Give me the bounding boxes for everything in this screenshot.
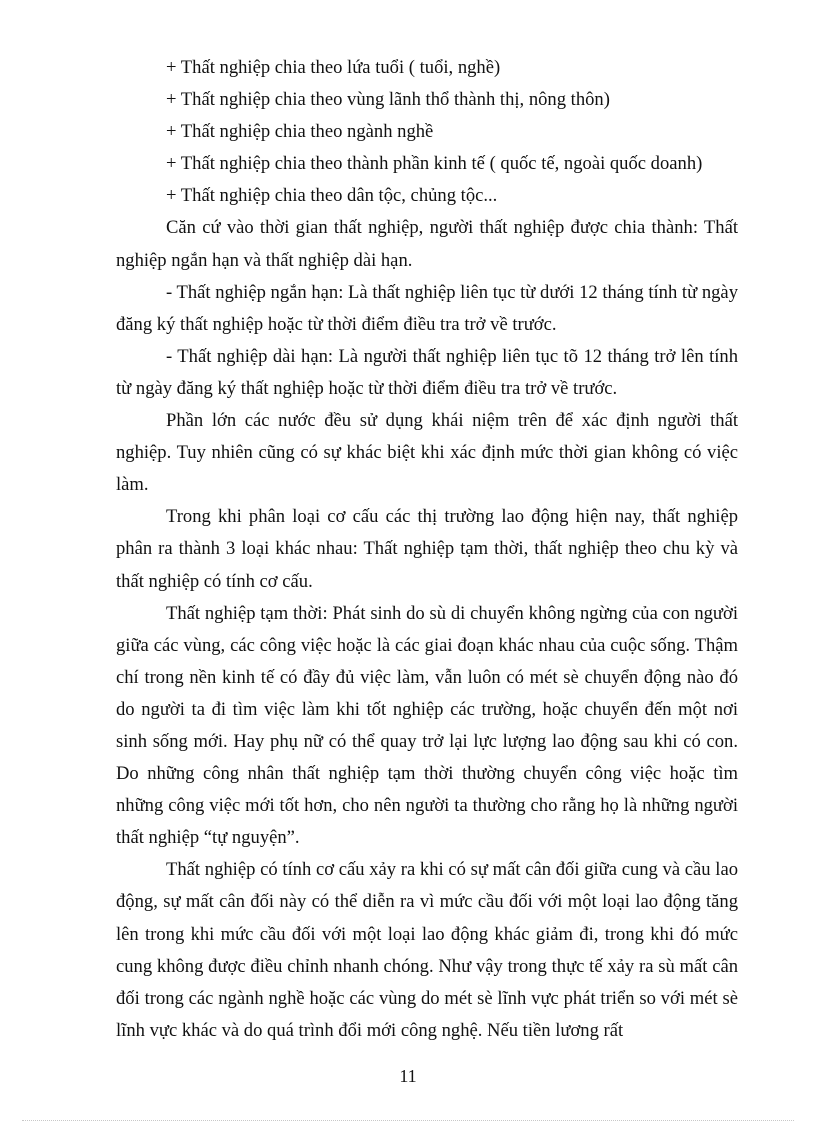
paragraph-frictional: Thất nghiệp tạm thời: Phát sinh do sù di chuyển không ngừng của con người giữa các vùng, các công việc hoặc là các giai đoạn khác nhau của cuộc sống. Thậm chí trong nền kinh tế có đầy đủ việc làm, vẫn luôn có mét sè chuyển động nào đó do người ta đi tìm việc làm khi tốt nghiệp các trường, hoặc chuyển đến một nơi sinh sống mới. Hay phụ nữ có thể quay trở lại lực lượng lao động sau khi có con. Do những công nhân thất nghiệp tạm thời thường chuyển công việc hoặc tìm những công việc mới tốt hơn, cho nên người ta thường cho rằng họ là những người thất nghiệp “tự nguyện”.: [116, 602, 738, 849]
bullet-profession: + Thất nghiệp chia theo ngành nghề: [166, 121, 434, 143]
paragraph-long-term: - Thất nghiệp dài hạn: Là người thất nghiệp liên tục tõ 12 tháng trở lên tính từ ngày đăng ký thất nghiệp hoặc từ thời điểm điều tra trở về trước.: [116, 345, 738, 399]
body-text: [116, 52, 738, 1047]
bullet-economic-sector: + Thất nghiệp chia theo thành phần kinh tế ( quốc tế, ngoài quốc doanh): [166, 153, 703, 175]
bullet-age: + Thất nghiệp chia theo lứa tuổi ( tuổi, nghề): [166, 57, 501, 78]
footer-divider: [22, 1120, 794, 1121]
paragraph-short-term: - Thất nghiệp ngắn hạn: Là thất nghiệp liên tục từ dưới 12 tháng tính từ ngày đăng ký thất nghiệp hoặc từ thời điểm điều tra trở về trước.: [116, 281, 738, 335]
bullet-ethnicity: + Thất nghiệp chia theo dân tộc, chủng tộc...: [166, 185, 498, 207]
paragraph-duration-classification: Căn cứ vào thời gian thất nghiệp, người thất nghiệp được chia thành: Thất nghiệp ngắn hạn và thất nghiệp dài hạn.: [116, 217, 738, 271]
paragraph-countries-concept: Phần lớn các nước đều sử dụng khái niệm trên để xác định người thất nghiệp. Tuy nhiên cũng có sự khác biệt khi xác định mức thời gian không có việc làm.: [116, 410, 738, 496]
paragraph-three-types: Trong khi phân loại cơ cấu các thị trường lao động hiện nay, thất nghiệp phân ra thành 3 loại khác nhau: Thất nghiệp tạm thời, thất nghiệp theo chu kỳ và thất nghiệp có tính cơ cấu.: [116, 506, 738, 592]
paragraph-structural: Thất nghiệp có tính cơ cấu xảy ra khi có sự mất cân đối giữa cung và cầu lao động, sự mất cân đối này có thể diễn ra vì mức cầu đối với một loại lao động tăng lên trong khi mức cầu đối với một loại lao động khác giảm đi, trong khi đó mức cung không được điều chỉnh nhanh chóng. Như vậy trong thực tế xảy ra sù mất cân đối trong các ngành nghề hoặc các vùng do mét sè lĩnh vực phát triển so với mét sè lĩnh vực khác và do quá trình đổi mới công nghệ. Nếu tiền lương rất: [116, 859, 738, 1041]
page-number: 11: [399, 1066, 417, 1086]
bullet-region: + Thất nghiệp chia theo vùng lãnh thổ thành thị, nông thôn): [166, 89, 610, 111]
